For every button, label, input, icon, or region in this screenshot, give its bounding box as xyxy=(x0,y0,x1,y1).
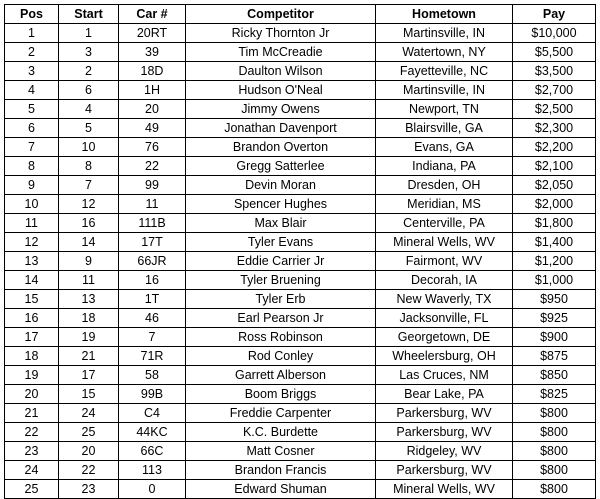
cell-hometown: Bear Lake, PA xyxy=(376,385,513,404)
cell-start: 20 xyxy=(59,442,119,461)
cell-start: 17 xyxy=(59,366,119,385)
cell-hometown: Fairmont, WV xyxy=(376,252,513,271)
cell-pos: 17 xyxy=(5,328,59,347)
cell-car-number: 58 xyxy=(119,366,186,385)
cell-competitor: Garrett Alberson xyxy=(186,366,376,385)
table-row xyxy=(5,271,596,290)
cell-car-number: 113 xyxy=(119,461,186,480)
cell-pos: 21 xyxy=(5,404,59,423)
cell-start: 11 xyxy=(59,271,119,290)
cell-hometown: Georgetown, DE xyxy=(376,328,513,347)
cell-competitor: Ricky Thornton Jr xyxy=(186,24,376,43)
cell-competitor: Boom Briggs xyxy=(186,385,376,404)
cell-competitor: Brandon Francis xyxy=(186,461,376,480)
header-competitor: Competitor xyxy=(186,5,376,24)
cell-competitor: Tyler Erb xyxy=(186,290,376,309)
header-hometown: Hometown xyxy=(376,5,513,24)
table-row xyxy=(5,138,596,157)
cell-hometown: Blairsville, GA xyxy=(376,119,513,138)
header-pos: Pos xyxy=(5,5,59,24)
table-row xyxy=(5,309,596,328)
cell-car-number: 1H xyxy=(119,81,186,100)
cell-start: 1 xyxy=(59,24,119,43)
cell-pos: 23 xyxy=(5,442,59,461)
cell-start: 16 xyxy=(59,214,119,233)
cell-pay: $850 xyxy=(513,366,596,385)
cell-car-number: 18D xyxy=(119,62,186,81)
header-pay: Pay xyxy=(513,5,596,24)
cell-hometown: Fayetteville, NC xyxy=(376,62,513,81)
cell-hometown: Newport, TN xyxy=(376,100,513,119)
cell-competitor: Devin Moran xyxy=(186,176,376,195)
cell-car-number: 0 xyxy=(119,480,186,499)
cell-competitor: Max Blair xyxy=(186,214,376,233)
cell-pay: $800 xyxy=(513,442,596,461)
cell-start: 8 xyxy=(59,157,119,176)
cell-competitor: Rod Conley xyxy=(186,347,376,366)
cell-pos: 8 xyxy=(5,157,59,176)
cell-competitor: Spencer Hughes xyxy=(186,195,376,214)
header-start: Start xyxy=(59,5,119,24)
cell-pos: 13 xyxy=(5,252,59,271)
cell-pos: 9 xyxy=(5,176,59,195)
cell-competitor: Ross Robinson xyxy=(186,328,376,347)
cell-hometown: Indiana, PA xyxy=(376,157,513,176)
cell-car-number: 99 xyxy=(119,176,186,195)
cell-pay: $2,500 xyxy=(513,100,596,119)
table-row xyxy=(5,214,596,233)
cell-hometown: Las Cruces, NM xyxy=(376,366,513,385)
cell-hometown: Dresden, OH xyxy=(376,176,513,195)
cell-car-number: 11 xyxy=(119,195,186,214)
cell-car-number: 22 xyxy=(119,157,186,176)
table-row xyxy=(5,195,596,214)
table-row xyxy=(5,176,596,195)
cell-hometown: New Waverly, TX xyxy=(376,290,513,309)
cell-start: 5 xyxy=(59,119,119,138)
cell-pay: $2,700 xyxy=(513,81,596,100)
cell-pay: $900 xyxy=(513,328,596,347)
cell-competitor: Gregg Satterlee xyxy=(186,157,376,176)
cell-pay: $925 xyxy=(513,309,596,328)
cell-pos: 15 xyxy=(5,290,59,309)
table-row xyxy=(5,119,596,138)
cell-competitor: Tyler Evans xyxy=(186,233,376,252)
cell-hometown: Jacksonville, FL xyxy=(376,309,513,328)
cell-start: 25 xyxy=(59,423,119,442)
cell-pay: $800 xyxy=(513,480,596,499)
cell-start: 10 xyxy=(59,138,119,157)
cell-car-number: 49 xyxy=(119,119,186,138)
cell-pay: $800 xyxy=(513,461,596,480)
table-row xyxy=(5,480,596,499)
cell-car-number: 66JR xyxy=(119,252,186,271)
cell-competitor: Brandon Overton xyxy=(186,138,376,157)
cell-car-number: 46 xyxy=(119,309,186,328)
cell-car-number: 39 xyxy=(119,43,186,62)
cell-start: 21 xyxy=(59,347,119,366)
cell-pos: 2 xyxy=(5,43,59,62)
cell-car-number: 1T xyxy=(119,290,186,309)
cell-hometown: Centerville, PA xyxy=(376,214,513,233)
cell-pos: 6 xyxy=(5,119,59,138)
cell-pay: $2,300 xyxy=(513,119,596,138)
cell-car-number: 111B xyxy=(119,214,186,233)
table-row xyxy=(5,423,596,442)
cell-car-number: C4 xyxy=(119,404,186,423)
cell-pay: $1,400 xyxy=(513,233,596,252)
cell-car-number: 20RT xyxy=(119,24,186,43)
cell-hometown: Martinsville, IN xyxy=(376,81,513,100)
cell-pay: $2,050 xyxy=(513,176,596,195)
table-row xyxy=(5,43,596,62)
cell-pos: 18 xyxy=(5,347,59,366)
cell-pos: 24 xyxy=(5,461,59,480)
cell-hometown: Parkersburg, WV xyxy=(376,461,513,480)
cell-start: 4 xyxy=(59,100,119,119)
cell-pay: $2,100 xyxy=(513,157,596,176)
cell-competitor: Freddie Carpenter xyxy=(186,404,376,423)
table-row xyxy=(5,24,596,43)
cell-pos: 25 xyxy=(5,480,59,499)
cell-hometown: Wheelersburg, OH xyxy=(376,347,513,366)
cell-hometown: Meridian, MS xyxy=(376,195,513,214)
cell-start: 6 xyxy=(59,81,119,100)
header-car-number: Car # xyxy=(119,5,186,24)
cell-competitor: Tim McCreadie xyxy=(186,43,376,62)
cell-competitor: Daulton Wilson xyxy=(186,62,376,81)
results-table xyxy=(4,4,596,499)
cell-pos: 22 xyxy=(5,423,59,442)
cell-hometown: Evans, GA xyxy=(376,138,513,157)
table-row xyxy=(5,347,596,366)
cell-start: 3 xyxy=(59,43,119,62)
cell-pay: $1,200 xyxy=(513,252,596,271)
cell-car-number: 71R xyxy=(119,347,186,366)
cell-hometown: Parkersburg, WV xyxy=(376,423,513,442)
cell-start: 2 xyxy=(59,62,119,81)
cell-pos: 11 xyxy=(5,214,59,233)
cell-pay: $10,000 xyxy=(513,24,596,43)
cell-pos: 5 xyxy=(5,100,59,119)
cell-competitor: Matt Cosner xyxy=(186,442,376,461)
cell-pay: $3,500 xyxy=(513,62,596,81)
cell-pos: 20 xyxy=(5,385,59,404)
cell-pay: $800 xyxy=(513,423,596,442)
table-row xyxy=(5,100,596,119)
table-row xyxy=(5,157,596,176)
table-row xyxy=(5,290,596,309)
cell-pay: $950 xyxy=(513,290,596,309)
cell-start: 23 xyxy=(59,480,119,499)
cell-car-number: 7 xyxy=(119,328,186,347)
cell-pay: $2,200 xyxy=(513,138,596,157)
cell-start: 18 xyxy=(59,309,119,328)
header-row xyxy=(5,5,596,24)
cell-car-number: 76 xyxy=(119,138,186,157)
cell-car-number: 17T xyxy=(119,233,186,252)
cell-pay: $2,000 xyxy=(513,195,596,214)
cell-start: 12 xyxy=(59,195,119,214)
cell-pos: 12 xyxy=(5,233,59,252)
cell-competitor: Edward Shuman xyxy=(186,480,376,499)
cell-pos: 10 xyxy=(5,195,59,214)
cell-hometown: Decorah, IA xyxy=(376,271,513,290)
table-row xyxy=(5,252,596,271)
cell-start: 22 xyxy=(59,461,119,480)
cell-pay: $825 xyxy=(513,385,596,404)
table-row xyxy=(5,328,596,347)
cell-hometown: Parkersburg, WV xyxy=(376,404,513,423)
cell-competitor: Eddie Carrier Jr xyxy=(186,252,376,271)
cell-pos: 16 xyxy=(5,309,59,328)
cell-pay: $1,800 xyxy=(513,214,596,233)
cell-car-number: 20 xyxy=(119,100,186,119)
cell-start: 19 xyxy=(59,328,119,347)
cell-car-number: 66C xyxy=(119,442,186,461)
cell-competitor: Jimmy Owens xyxy=(186,100,376,119)
cell-pay: $875 xyxy=(513,347,596,366)
table-row xyxy=(5,233,596,252)
table-row xyxy=(5,81,596,100)
cell-hometown: Martinsville, IN xyxy=(376,24,513,43)
cell-start: 7 xyxy=(59,176,119,195)
cell-start: 13 xyxy=(59,290,119,309)
cell-pos: 14 xyxy=(5,271,59,290)
cell-pos: 19 xyxy=(5,366,59,385)
cell-hometown: Watertown, NY xyxy=(376,43,513,62)
cell-hometown: Ridgeley, WV xyxy=(376,442,513,461)
cell-start: 9 xyxy=(59,252,119,271)
cell-pay: $800 xyxy=(513,404,596,423)
cell-hometown: Mineral Wells, WV xyxy=(376,480,513,499)
cell-pos: 3 xyxy=(5,62,59,81)
cell-competitor: Tyler Bruening xyxy=(186,271,376,290)
table-row xyxy=(5,366,596,385)
cell-competitor: Jonathan Davenport xyxy=(186,119,376,138)
cell-car-number: 99B xyxy=(119,385,186,404)
cell-hometown: Mineral Wells, WV xyxy=(376,233,513,252)
cell-pos: 4 xyxy=(5,81,59,100)
cell-pay: $5,500 xyxy=(513,43,596,62)
table-row xyxy=(5,442,596,461)
cell-car-number: 44KC xyxy=(119,423,186,442)
cell-car-number: 16 xyxy=(119,271,186,290)
cell-pay: $1,000 xyxy=(513,271,596,290)
cell-start: 24 xyxy=(59,404,119,423)
table-row xyxy=(5,385,596,404)
cell-pos: 1 xyxy=(5,24,59,43)
cell-start: 14 xyxy=(59,233,119,252)
table-row xyxy=(5,62,596,81)
table-row xyxy=(5,404,596,423)
cell-pos: 7 xyxy=(5,138,59,157)
cell-competitor: Earl Pearson Jr xyxy=(186,309,376,328)
cell-start: 15 xyxy=(59,385,119,404)
cell-competitor: K.C. Burdette xyxy=(186,423,376,442)
results-body xyxy=(5,24,596,499)
table-row xyxy=(5,461,596,480)
cell-competitor: Hudson O'Neal xyxy=(186,81,376,100)
